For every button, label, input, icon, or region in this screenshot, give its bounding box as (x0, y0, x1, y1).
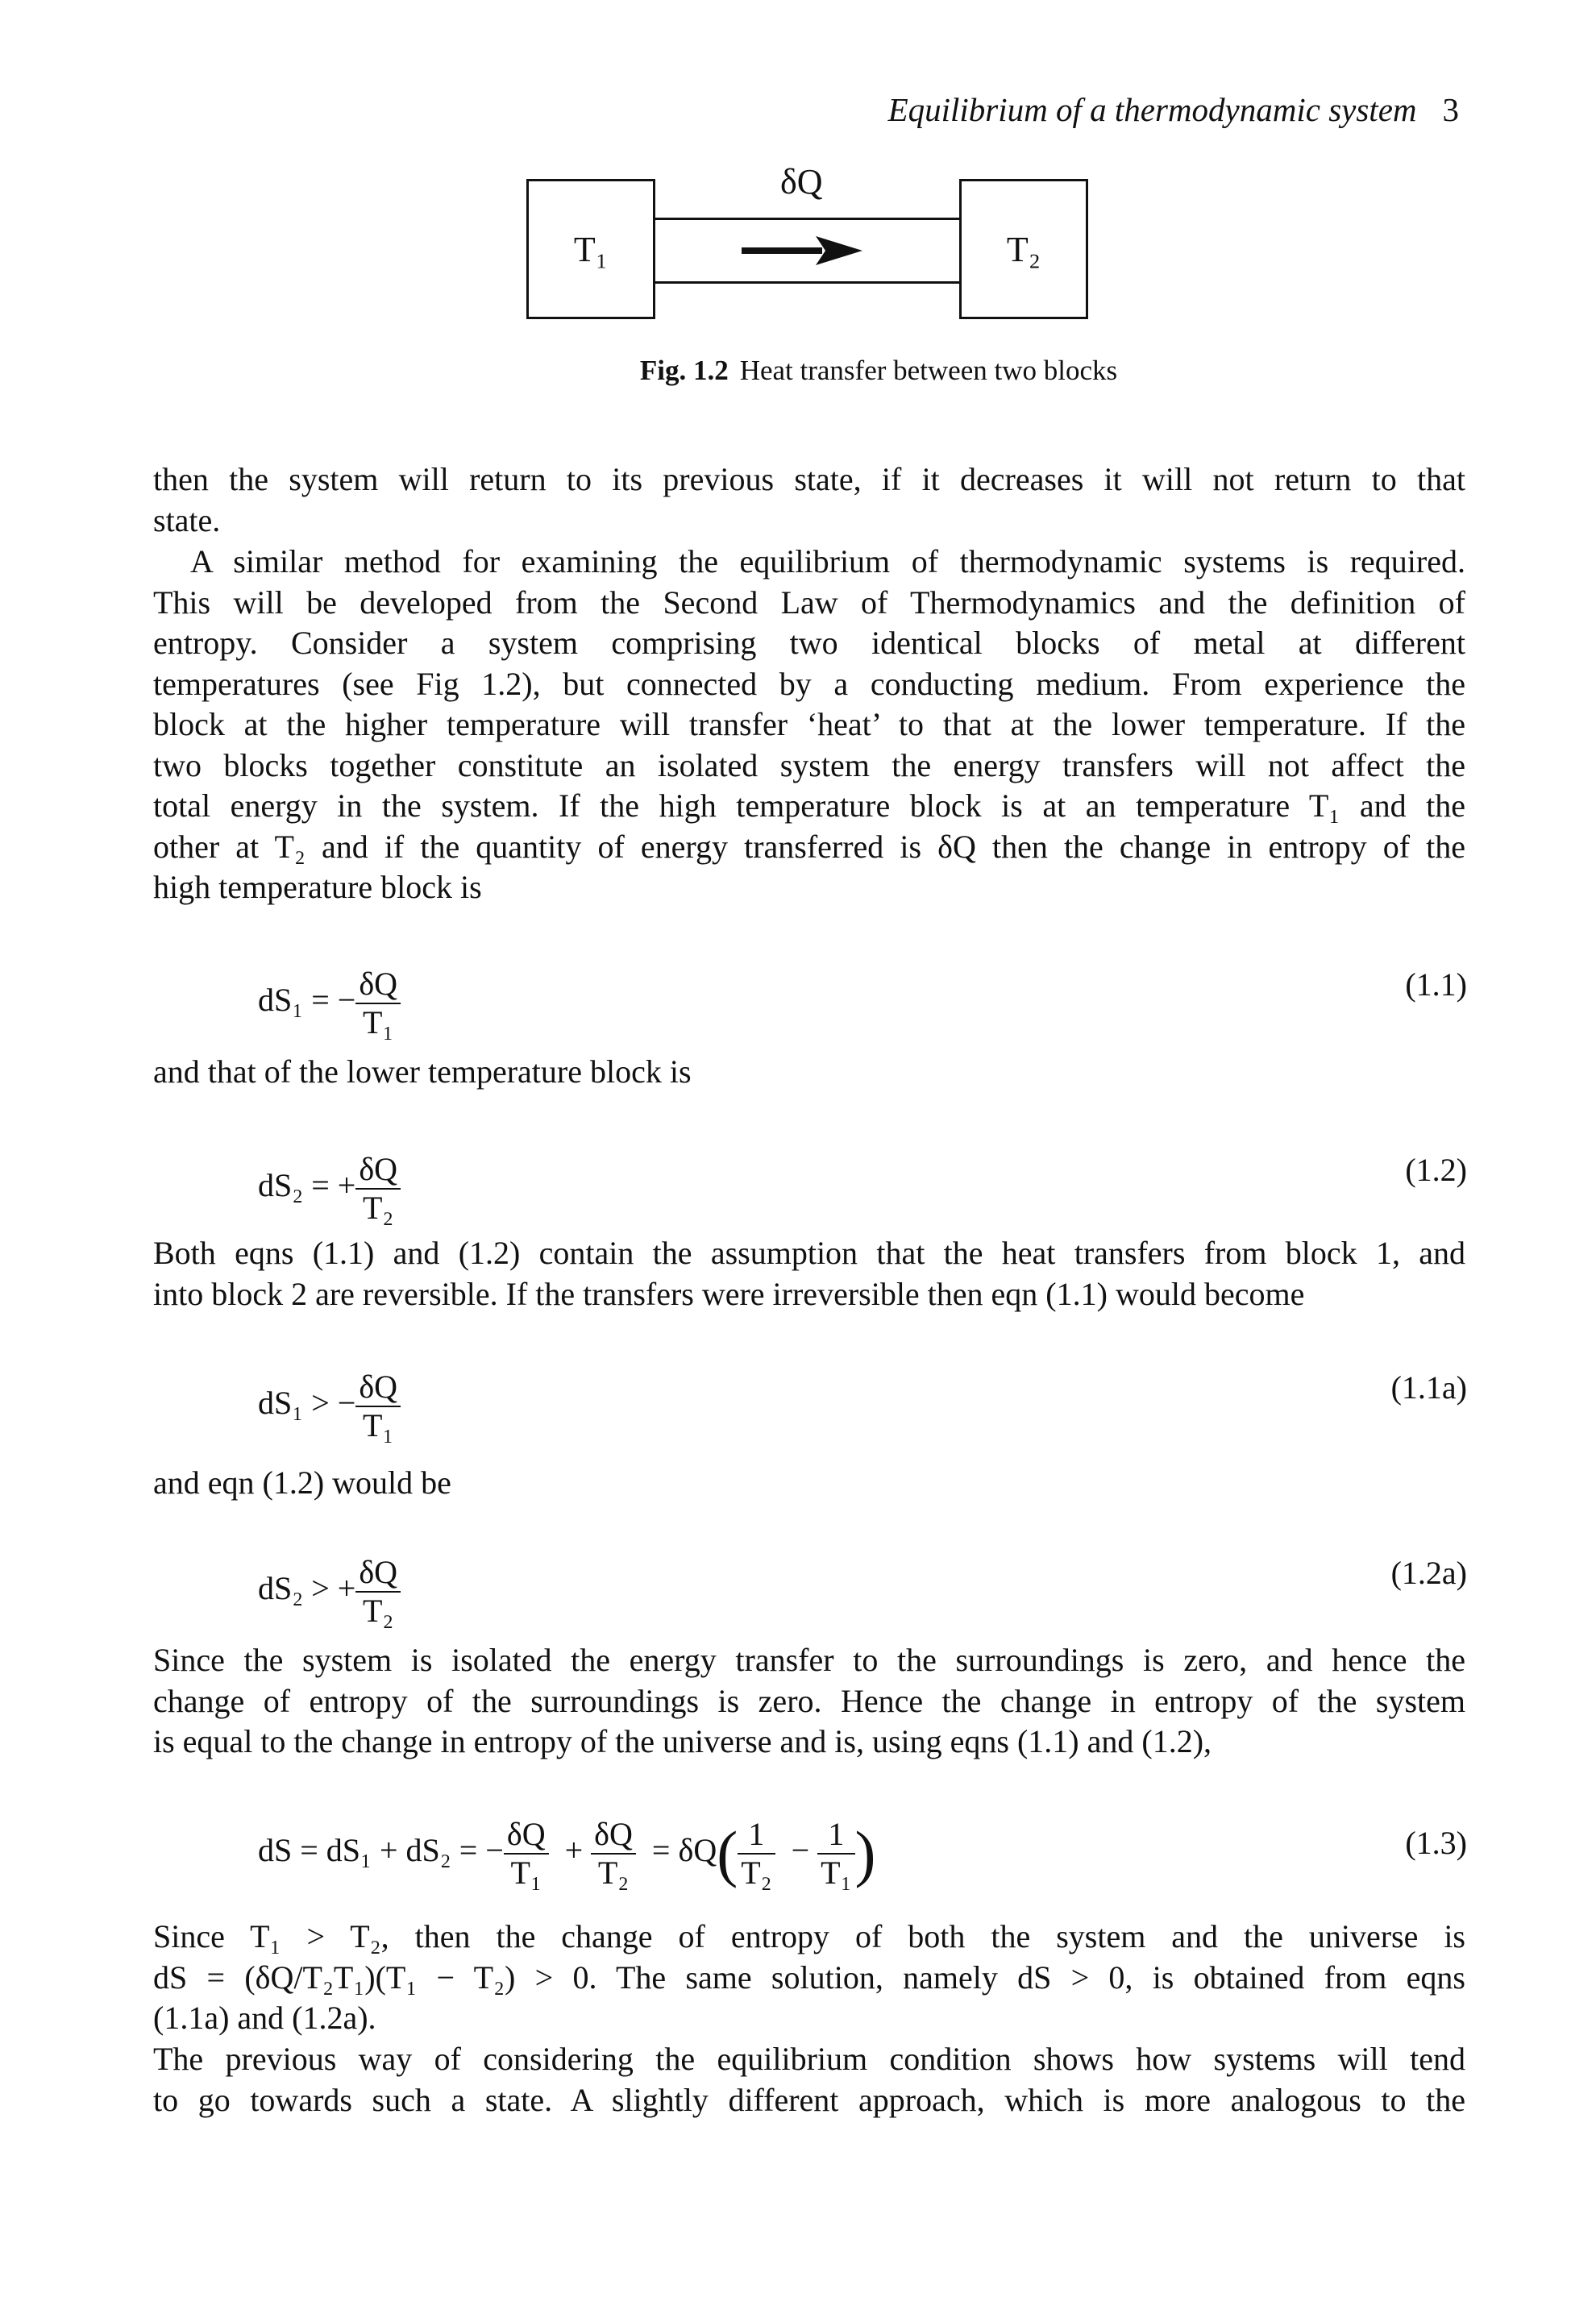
text-line: change of entropy of the surroundings is zero. Hence the change in entropy of the system (153, 1682, 1465, 1719)
eq-fraction (504, 1816, 549, 1892)
eq-numerator: δQ (355, 966, 401, 1004)
eq-numerator: δQ (355, 1151, 401, 1190)
eq-numerator: 1 (738, 1816, 775, 1855)
text-line: Since T₁ > T₂, then the change of entropy of both the system and the universe is (153, 1918, 1465, 1954)
text-line: temperatures (see Fig 1.2), but connected by a conducting medium. From experience the (153, 665, 1465, 702)
paragraph-5 (153, 1463, 1465, 1504)
block-t2: T₂ (959, 179, 1088, 319)
flow-label: δQ (780, 162, 823, 201)
figure-heat-transfer (524, 161, 1096, 330)
equation-1-1 (258, 935, 1467, 1040)
eq-fraction (355, 1554, 401, 1630)
text-line: The previous way of considering the equilibrium condition shows how systems will tend (153, 2041, 1465, 2077)
paragraph-3 (153, 1052, 1465, 1093)
equation-1-2a (258, 1523, 1467, 1628)
block-t1: T₁ (526, 179, 655, 319)
paragraph-8 (153, 2039, 1465, 2120)
eq-fraction (817, 1816, 854, 1892)
equation-1-3: dS = dS₁ + dS₂ = − $\frac{\delta Q}{\text{T₁}}$ + $\frac{\delta Q}{\text{T₂}}$ = δQ( $\frac{1}{\text{T₂}}$ − $\frac{1}{\text{T₁}}$ ) (1.3) (258, 1816, 1467, 1891)
text-line: Both eqns (1.1) and (1.2) contain the assumption that the heat transfers from block 1, and (153, 1235, 1465, 1271)
equation-number: (1.1) (1405, 966, 1467, 1003)
figure-caption (0, 355, 1596, 387)
equation-1-2 (258, 1120, 1467, 1225)
eq-numerator: δQ (355, 1369, 401, 1407)
eq-fraction (591, 1816, 636, 1892)
text-line: is equal to the change in entropy of the universe and is, using eqns (1.1) and (1.2), (153, 1723, 1212, 1759)
eq-minus: − (791, 1832, 810, 1869)
text-line: Since the system is isolated the energy transfer to the surroundings is zero, and hence the (153, 1642, 1465, 1678)
equation-number: (1.2) (1405, 1152, 1467, 1188)
running-header (888, 90, 1459, 129)
text-line: then the system will return to its previous state, if it decreases it will not return to that (153, 461, 1465, 497)
eq-mid: = δQ (651, 1832, 717, 1869)
eq-numerator: δQ (591, 1816, 636, 1855)
text-line: (1.1a) and (1.2a). (153, 2000, 376, 2036)
eq-denominator: T₁ (362, 1004, 394, 1041)
eq-denominator: T₁ (510, 1855, 542, 1891)
eq-numerator: δQ (355, 1554, 401, 1593)
text-line: to go towards such a state. A slightly different approach, which is more analogous to the (153, 2081, 1465, 2118)
heat-flow-arrow-icon (742, 236, 862, 268)
text-line: and that of the lower temperature block is (153, 1053, 692, 1090)
eq-fraction (355, 1151, 401, 1227)
eq-fraction (355, 1369, 401, 1444)
caption-label: Fig. 1.2 (639, 355, 729, 386)
eq-denominator: T₁ (362, 1407, 394, 1443)
eq-fraction (355, 966, 401, 1041)
text-line: two blocks together constitute an isolated system the energy transfers will not affect the (153, 746, 1465, 783)
equation-number: (1.2a) (1390, 1555, 1467, 1591)
eq-numerator: δQ (504, 1816, 549, 1855)
eq-denominator: T₂ (597, 1855, 630, 1891)
caption-text: Heat transfer between two blocks (739, 355, 1118, 386)
eq-lhs: dS₁ > − (258, 1385, 356, 1422)
text-line: total energy in the system. If the high temperature block is at an temperature T₁ and the (153, 787, 1465, 824)
equation-number: (1.3) (1405, 1825, 1467, 1861)
eq-lhs: dS₂ = + (258, 1167, 356, 1204)
eq-lhs: dS₂ > + (258, 1570, 356, 1607)
text-line: dS = (δQ/T₂T₁)(T₁ − T₂) > 0. The same solution, namely dS > 0, is obtained from eqns (153, 1958, 1465, 1996)
eq-lhs: dS₁ = − (258, 982, 356, 1019)
eq-lhs: dS = dS₁ + dS₂ = − (258, 1832, 504, 1869)
paragraph-2 (153, 542, 1465, 908)
equation-number: (1.1a) (1390, 1369, 1467, 1406)
text-line: This will be developed from the Second Law of Thermodynamics and the definition of (153, 584, 1465, 621)
eq-plus: + (564, 1832, 584, 1869)
eq-denominator: T₁ (821, 1855, 852, 1891)
text-line: state. (153, 501, 221, 538)
text-line: into block 2 are reversible. If the transfers were irreversible then eqn (1.1) would become (153, 1275, 1305, 1312)
text-line: block at the higher temperature will transfer ‘heat’ to that at the lower temperature. If the (153, 706, 1465, 742)
eq-denominator: T₂ (741, 1855, 772, 1891)
eq-fraction (738, 1816, 775, 1892)
eq-denominator: T₂ (362, 1593, 394, 1629)
paragraph-1 (153, 459, 1465, 541)
eq-denominator: T₂ (362, 1190, 394, 1226)
header-title: Equilibrium of a thermodynamic system (887, 91, 1417, 128)
paragraph-4 (153, 1233, 1465, 1315)
eq-numerator: 1 (817, 1816, 854, 1855)
text-line: entropy. Consider a system comprising two identical blocks of metal at different (153, 625, 1465, 661)
equation-1-1a (258, 1338, 1467, 1443)
text-line: other at T₂ and if the quantity of energy transferred is δQ then the change in entropy of the (153, 828, 1465, 865)
page-number: 3 (1442, 91, 1459, 128)
paragraph-7 (153, 1917, 1465, 2039)
text-line: high temperature block is (153, 869, 482, 905)
paragraph-6 (153, 1640, 1465, 1763)
text-line: A similar method for examining the equilibrium of thermodynamic systems is required. (190, 543, 1465, 579)
text-line: and eqn (1.2) would be (153, 1464, 451, 1501)
